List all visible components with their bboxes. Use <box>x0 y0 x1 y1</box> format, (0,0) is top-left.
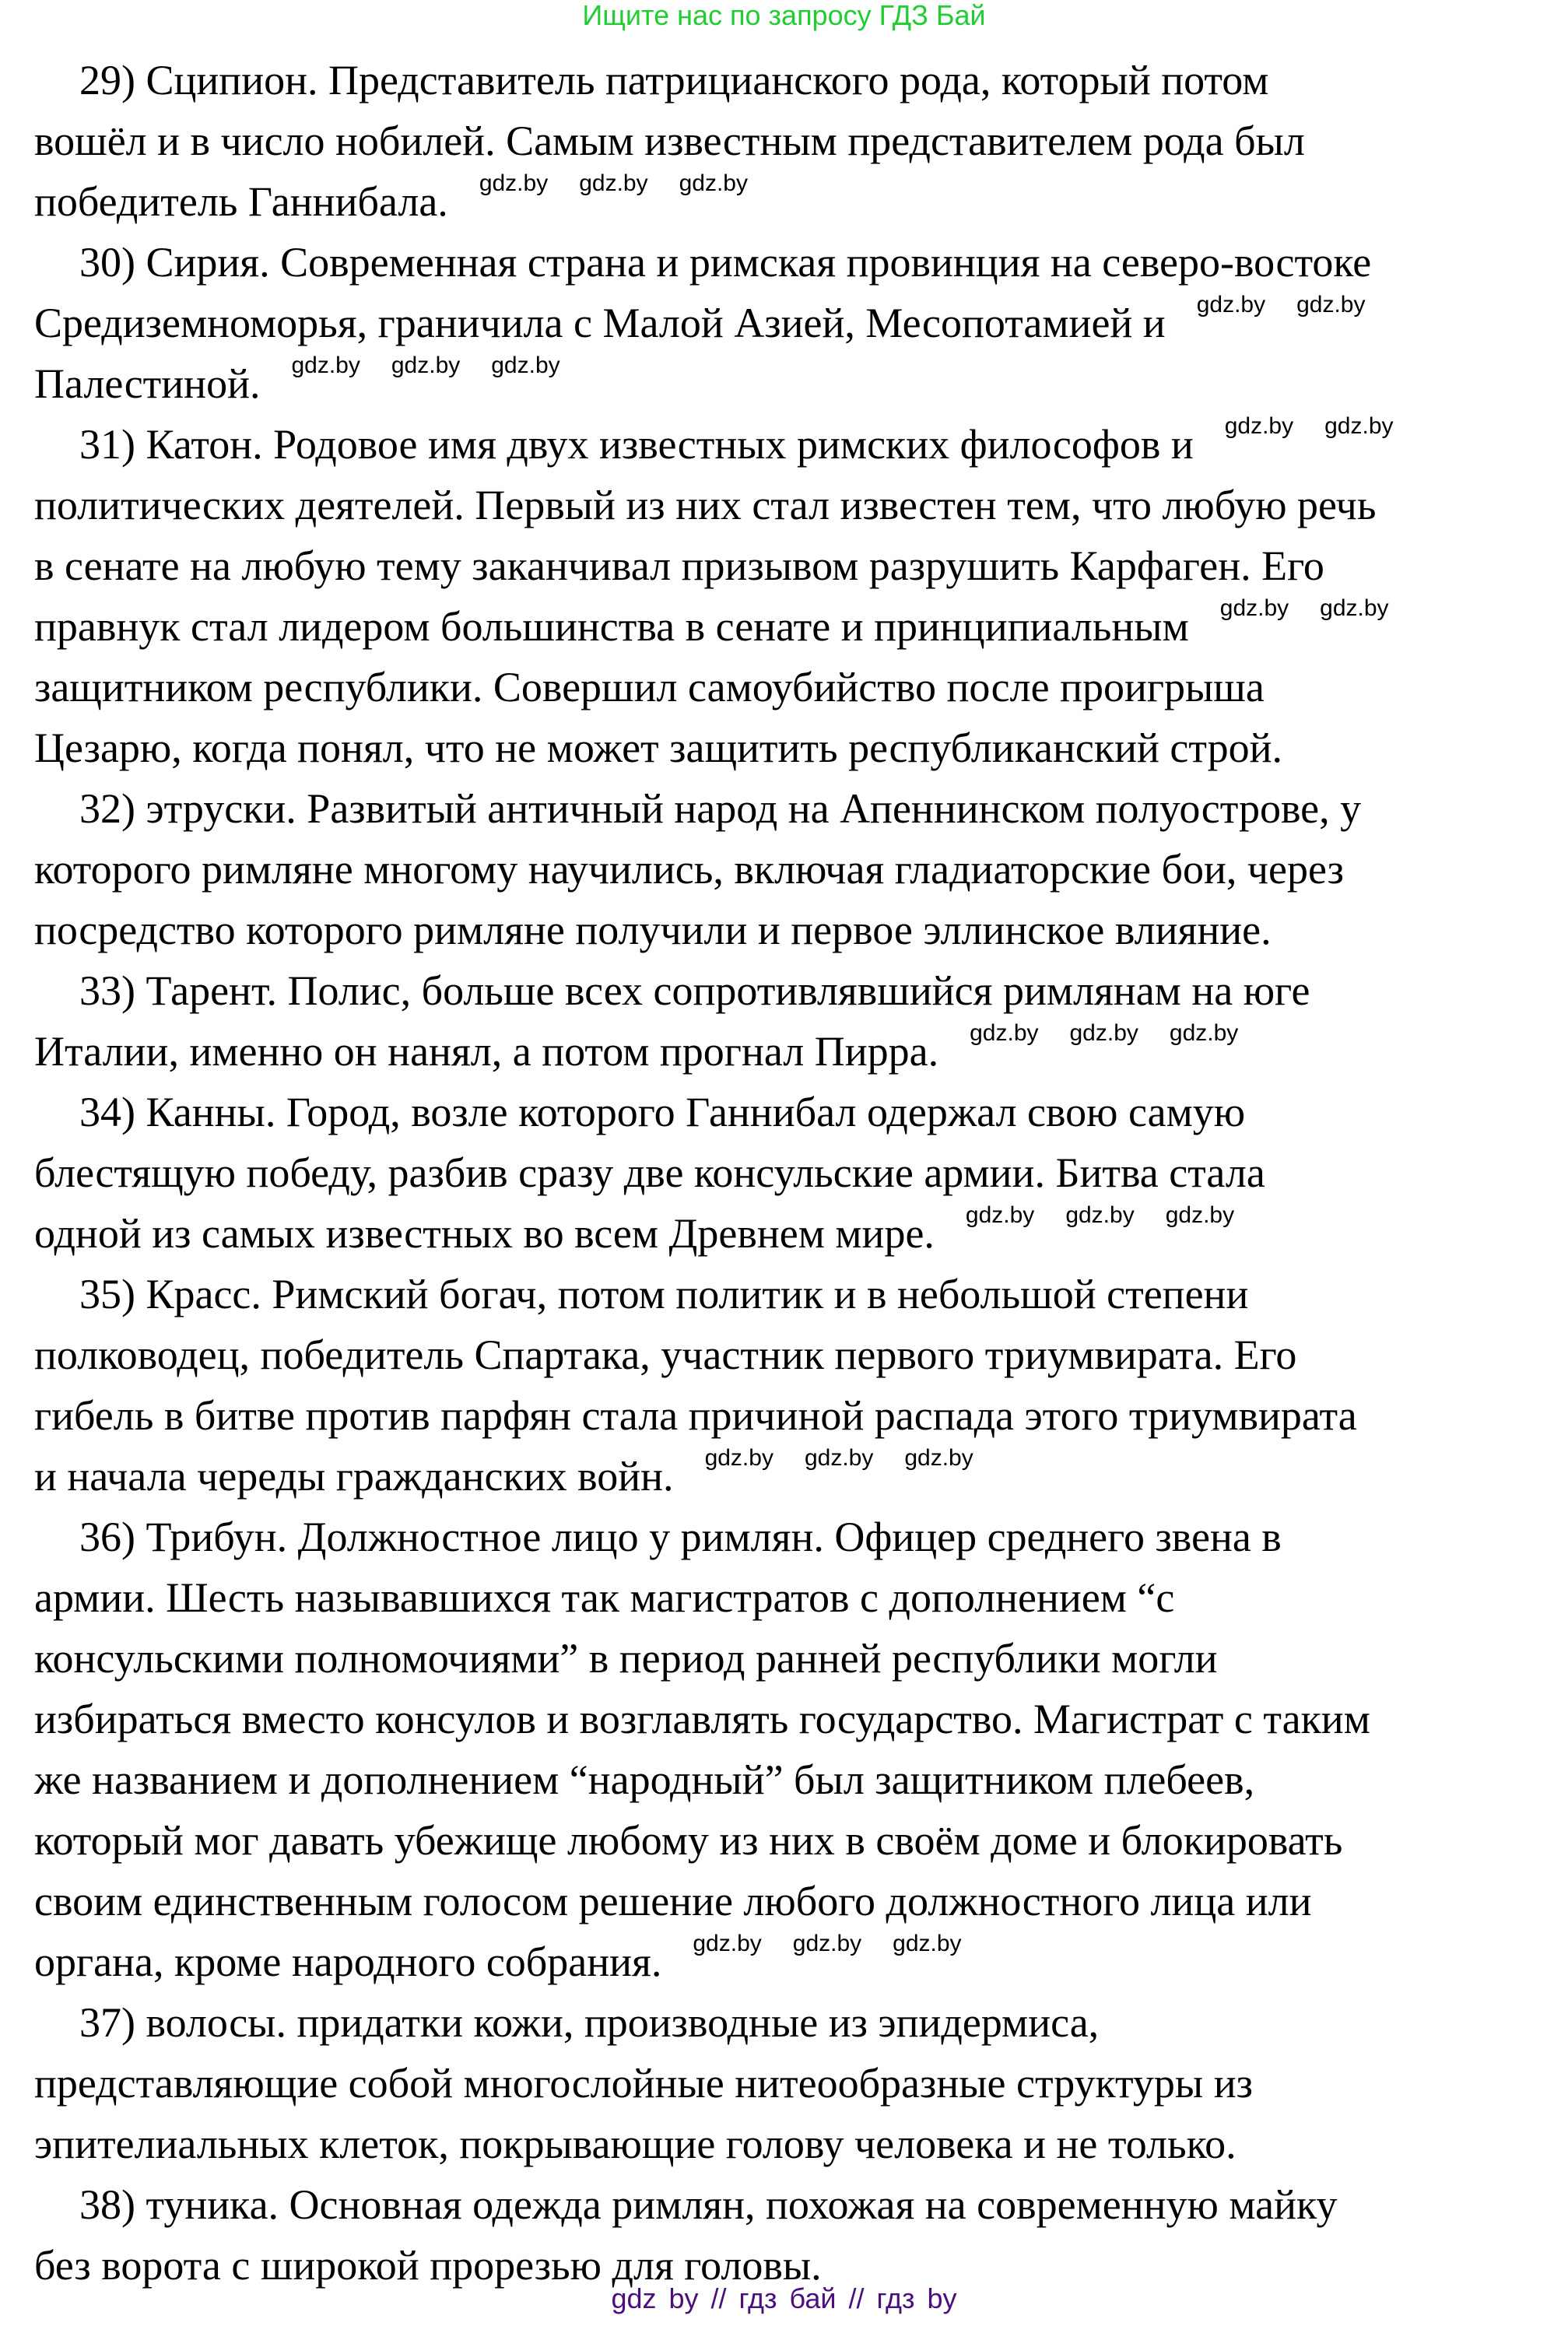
text-line <box>34 1507 1552 1567</box>
text-line-content: блестящую победу, разбив сразу две консульские армии. Битва стала <box>34 1149 1265 1196</box>
definition-paragraph <box>34 2174 1552 2296</box>
text-line <box>34 293 1552 353</box>
watermark: gdz.by <box>391 353 461 378</box>
watermark: gdz.by <box>704 1445 773 1471</box>
text-line-content: органа, кроме народного собрания. <box>34 1938 662 1985</box>
watermark: gdz.by <box>1196 292 1266 318</box>
text-line <box>34 778 1552 839</box>
text-line-content: 31) Катон. Родовое имя двух известных римских философов и <box>79 421 1194 468</box>
text-line <box>34 1567 1552 1628</box>
text-line-content: победитель Ганнибала. <box>34 178 448 225</box>
text-line <box>34 1628 1552 1689</box>
text-line-content: посредство которого римляне получили и первое эллинское влияние. <box>34 907 1272 953</box>
text-line-content: в сенате на любую тему заканчивал призывом разрушить Карфаген. Его <box>34 542 1324 589</box>
text-line <box>34 1385 1552 1446</box>
text-line-content: политических деятелей. Первый из них стал известен тем, что любую речь <box>34 482 1377 528</box>
watermark: gdz.by <box>1169 1020 1239 1046</box>
text-line <box>34 1689 1552 1749</box>
watermark: gdz.by <box>1065 1202 1135 1228</box>
definition-paragraph <box>34 414 1552 778</box>
text-line <box>34 1931 1552 1992</box>
text-line-content: защитником республики. Совершил самоубийство после проигрыша <box>34 664 1265 710</box>
text-line <box>34 1749 1552 1810</box>
text-line-content: 38) туника. Основная одежда римлян, похожая на современную майку <box>79 2181 1338 2228</box>
watermark: gdz.by <box>893 1931 962 1956</box>
watermark: gdz.by <box>1324 413 1394 439</box>
text-line <box>34 960 1552 1021</box>
text-line <box>34 2053 1552 2114</box>
text-line-content: Палестиной. <box>34 360 261 407</box>
definition-paragraph <box>34 1082 1552 1264</box>
text-line-content: 35) Красс. Римский богач, потом политик и в небольшой степени <box>79 1271 1249 1317</box>
text-line <box>34 1871 1552 1931</box>
text-line-content: Италии, именно он нанял, а потом прогнал Пирра. <box>34 1028 939 1075</box>
text-line-content: эпителиальных клеток, покрывающие голову человека и не только. <box>34 2121 1237 2167</box>
watermark: gdz.by <box>1069 1020 1138 1046</box>
text-line <box>34 1264 1552 1324</box>
text-line <box>34 1082 1552 1142</box>
answer-text <box>34 50 1552 2296</box>
watermark: gdz.by <box>804 1445 874 1471</box>
watermark: gdz.by <box>1320 595 1389 621</box>
text-line-content: Средиземноморья, граничила с Малой Азией, Месопотамией и <box>34 300 1166 346</box>
text-line <box>34 414 1552 475</box>
definition-paragraph <box>34 1507 1552 1992</box>
text-line <box>34 2114 1552 2174</box>
text-line <box>34 232 1552 293</box>
text-line-content: правнук стал лидером большинства в сенате и принципиальным <box>34 603 1189 650</box>
text-line <box>34 1021 1552 1082</box>
text-line-content: представляющие собой многослойные нитеообразные структуры из <box>34 2060 1253 2107</box>
watermark: gdz.by <box>1219 595 1289 621</box>
text-line-content: гибель в битве против парфян стала причиной распада этого триумвирата <box>34 1392 1357 1439</box>
text-line-content: 33) Тарент. Полис, больше всех сопротивлявшийся римлянам на юге <box>79 967 1310 1014</box>
watermark: gdz.by <box>1165 1202 1235 1228</box>
footer-links: gdz by // гдз бай // гдз by <box>611 2282 957 2314</box>
text-line-content: консульскими полномочиями” в период ранней республики могли <box>34 1635 1218 1682</box>
text-line <box>34 535 1552 596</box>
text-line <box>34 475 1552 535</box>
text-line <box>34 111 1552 171</box>
watermark: gdz.by <box>904 1445 973 1471</box>
watermark: gdz.by <box>579 170 648 196</box>
text-line-content: 34) Канны. Город, возле которого Ганнибал одержал свою самую <box>79 1089 1246 1135</box>
text-line-content: одной из самых известных во всем Древнем мире. <box>34 1210 935 1257</box>
watermark: gdz.by <box>1224 413 1294 439</box>
text-line <box>34 1324 1552 1385</box>
watermark: gdz.by <box>792 1931 862 1956</box>
definition-paragraph <box>34 50 1552 232</box>
text-line-content: и начала череды гражданских войн. <box>34 1453 674 1500</box>
definition-paragraph <box>34 232 1552 414</box>
watermark: gdz.by <box>479 170 549 196</box>
text-line <box>34 1810 1552 1871</box>
text-line-content: вошёл и в число нобилей. Самым известным представителем рода был <box>34 118 1305 164</box>
definition-paragraph <box>34 1264 1552 1507</box>
watermark: gdz.by <box>970 1020 1039 1046</box>
text-line <box>34 353 1552 414</box>
watermark: gdz.by <box>1296 292 1366 318</box>
watermark: gdz.by <box>693 1931 762 1956</box>
text-line-content: которого римляне многому научились, включая гладиаторские бои, через <box>34 846 1344 893</box>
text-line <box>34 1446 1552 1507</box>
text-line-content: без ворота с широкой прорезью для головы. <box>34 2242 822 2289</box>
text-line <box>34 2174 1552 2235</box>
text-line <box>34 1992 1552 2053</box>
search-banner: Ищите нас по запросу ГДЗ Бай <box>582 0 986 31</box>
text-line-content: 36) Трибун. Должностное лицо у римлян. Офицер среднего звена в <box>79 1514 1282 1560</box>
text-line-content: 32) этруски. Развитый античный народ на Апеннинском полуострове, у <box>79 785 1362 832</box>
text-line-content: 30) Сирия. Современная страна и римская провинция на северо-востоке <box>79 239 1372 286</box>
text-line-content: который мог давать убежище любому из них в своём доме и блокировать <box>34 1817 1343 1864</box>
watermark: gdz.by <box>491 353 560 378</box>
text-line-content: 29) Сципион. Представитель патрицианского рода, который потом <box>79 57 1269 103</box>
definition-paragraph <box>34 778 1552 960</box>
text-line <box>34 900 1552 960</box>
text-line <box>34 839 1552 900</box>
definition-paragraph <box>34 960 1552 1082</box>
definition-paragraph <box>34 1992 1552 2174</box>
text-line <box>34 50 1552 111</box>
text-line <box>34 171 1552 232</box>
text-line-content: армии. Шесть называвшихся так магистратов с дополнением “с <box>34 1574 1175 1621</box>
text-line <box>34 1142 1552 1203</box>
text-line <box>34 596 1552 657</box>
watermark: gdz.by <box>679 170 748 196</box>
text-line <box>34 657 1552 717</box>
text-line-content: своим единственным голосом решение любого должностного лица или <box>34 1878 1312 1924</box>
text-line-content: 37) волосы. придатки кожи, производные из эпидермиса, <box>79 1999 1100 2046</box>
watermark: gdz.by <box>965 1202 1035 1228</box>
text-line <box>34 1203 1552 1264</box>
watermark: gdz.by <box>291 353 360 378</box>
text-line-content: полководец, победитель Спартака, участник первого триумвирата. Его <box>34 1331 1297 1378</box>
text-line <box>34 717 1552 778</box>
text-line-content: избираться вместо консулов и возглавлять государство. Магистрат с таким <box>34 1696 1370 1742</box>
text-line-content: Цезарю, когда понял, что не может защитить республиканский строй. <box>34 724 1282 771</box>
text-line-content: же названием и дополнением “народный” был защитником плебеев, <box>34 1756 1255 1803</box>
